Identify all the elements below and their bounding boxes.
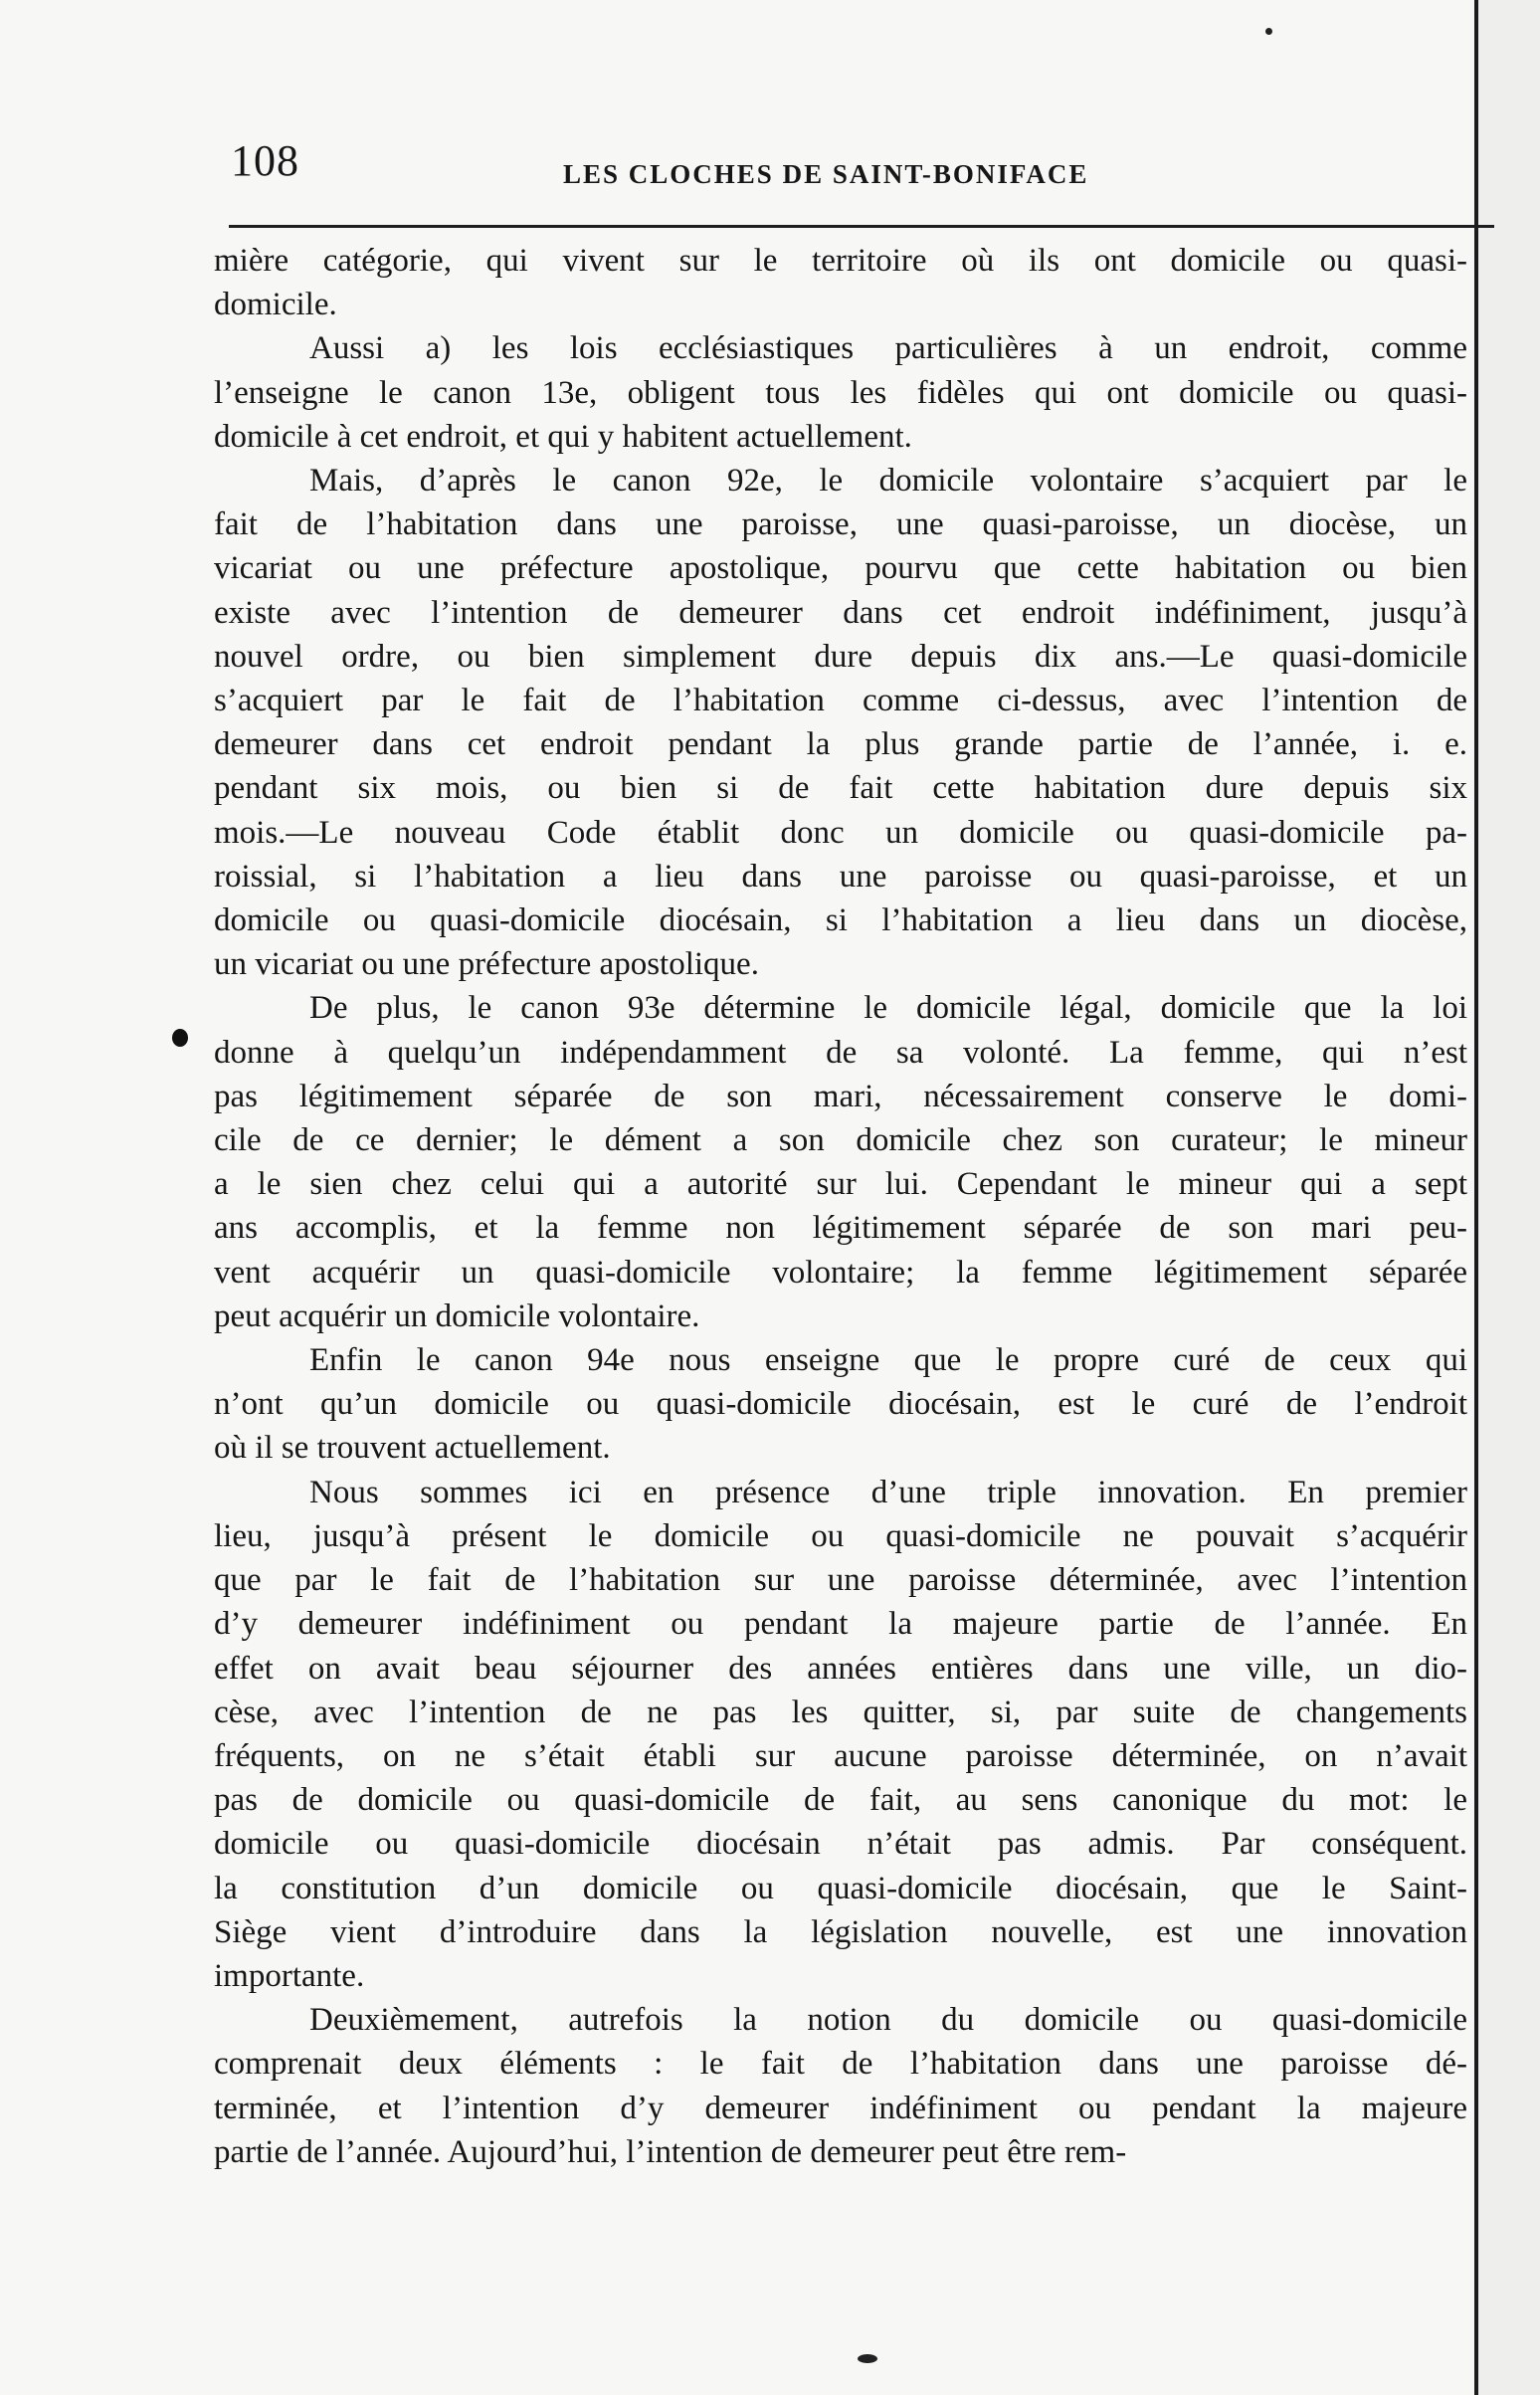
text-line: domicile ou quasi-domicile diocésain n’était pas admis. Par conséquent. <box>214 1826 1467 1863</box>
text-line: nouvel ordre, ou bien simplement dure depuis dix ans.—Le quasi-domicile <box>214 638 1467 675</box>
page-edge-border <box>1474 0 1478 2395</box>
text-line: Mais, d’après le canon 92e, le domicile volontaire s’acquiert par le <box>309 463 1467 499</box>
paragraph <box>214 986 1467 1338</box>
ink-speck <box>1265 28 1272 35</box>
paragraph <box>214 1998 1467 2174</box>
text-line: lieu, jusqu’à présent le domicile ou quasi-domicile ne pouvait s’acquérir <box>214 1517 1467 1554</box>
paragraph <box>214 1471 1467 1998</box>
text-line: pendant six mois, ou bien si de fait cette habitation dure depuis six <box>214 770 1467 807</box>
text-line: fréquents, on ne s’était établi sur aucune paroisse déterminée, on n’avait <box>214 1737 1467 1774</box>
text-line: effet on avait beau séjourner des années entières dans une ville, un dio- <box>214 1650 1467 1687</box>
text-line: peut acquérir un domicile volontaire. <box>214 1297 700 1334</box>
text-line: cile de ce dernier; le dément a son domicile chez son curateur; le mineur <box>214 1122 1467 1159</box>
text-line: partie de l’année. Aujourd’hui, l’intention de demeurer peut être rem- <box>214 2133 1127 2170</box>
text-line: importante. <box>214 1957 365 1994</box>
text-line: Enfin le canon 94e nous enseigne que le propre curé de ceux qui <box>309 1342 1467 1379</box>
header-rule <box>229 225 1494 228</box>
text-line: mière catégorie, qui vivent sur le territoire où ils ont domicile ou quasi- <box>214 243 1467 279</box>
margin-dot <box>172 1029 188 1047</box>
text-line: a le sien chez celui qui a autorité sur lui. Cependant le mineur qui a sept <box>214 1166 1467 1203</box>
text-line: domicile ou quasi-domicile diocésain, si l’habitation a lieu dans un diocèse, <box>214 902 1467 939</box>
text-line: s’acquiert par le fait de l’habitation comme ci-dessus, avec l’intention de <box>214 683 1467 719</box>
text-line: demeurer dans cet endroit pendant la plus grande partie de l’année, i. e. <box>214 726 1467 763</box>
text-line: Siège vient d’introduire dans la législation nouvelle, est une innovation <box>214 1913 1467 1950</box>
text-line: mois.—Le nouveau Code établit donc un domicile ou quasi-domicile pa- <box>214 814 1467 851</box>
page-header <box>231 127 1484 197</box>
text-line: roissial, si l’habitation a lieu dans une paroisse ou quasi-paroisse, et un <box>214 858 1467 895</box>
text-line: Deuxièmement, autrefois la notion du domicile ou quasi-domicile <box>309 2002 1467 2039</box>
text-line: De plus, le canon 93e détermine le domicile légal, domicile que la loi <box>309 990 1467 1027</box>
paragraph <box>214 326 1467 459</box>
body-text <box>214 239 1467 2174</box>
text-line: comprenait deux éléments : le fait de l’habitation dans une paroisse dé- <box>214 2046 1467 2083</box>
text-line: domicile. <box>214 287 337 323</box>
text-line: un vicariat ou une préfecture apostolique. <box>214 946 759 983</box>
running-title: LES CLOCHES DE SAINT-BONIFACE <box>563 159 1089 189</box>
text-line: n’ont qu’un domicile ou quasi-domicile diocésain, est le curé de l’endroit <box>214 1386 1467 1423</box>
text-line: existe avec l’intention de demeurer dans cet endroit indéfiniment, jusqu’à <box>214 594 1467 631</box>
text-line: d’y demeurer indéfiniment ou pendant la majeure partie de l’année. En <box>214 1606 1467 1643</box>
text-line: Aussi a) les lois ecclésiastiques particulières à un endroit, comme <box>309 330 1467 367</box>
text-line: Nous sommes ici en présence d’une triple innovation. En premier <box>309 1474 1467 1510</box>
text-line: ans accomplis, et la femme non légitimement séparée de son mari peu- <box>214 1210 1467 1247</box>
text-line: la constitution d’un domicile ou quasi-domicile diocésain, que le Saint- <box>214 1870 1467 1906</box>
text-line: cèse, avec l’intention de ne pas les quitter, si, par suite de changements <box>214 1694 1467 1730</box>
paragraph <box>214 459 1467 986</box>
paragraph <box>214 239 1467 326</box>
page-number: 108 <box>231 136 299 185</box>
paragraph <box>214 1338 1467 1471</box>
text-line: vicariat ou une préfecture apostolique, pourvu que cette habitation ou bien <box>214 550 1467 587</box>
text-line: pas de domicile ou quasi-domicile de fait, au sens canonique du mot: le <box>214 1782 1467 1819</box>
text-line: domicile à cet endroit, et qui y habitent actuellement. <box>214 418 912 455</box>
text-line: que par le fait de l’habitation sur une paroisse déterminée, avec l’intention <box>214 1562 1467 1599</box>
text-line: pas légitimement séparée de son mari, nécessairement conserve le domi- <box>214 1078 1467 1114</box>
text-line: où il se trouvent actuellement. <box>214 1430 611 1467</box>
bottom-ink-mark <box>858 2354 877 2363</box>
text-line: donne à quelqu’un indépendamment de sa volonté. La femme, qui n’est <box>214 1034 1467 1071</box>
text-line: terminée, et l’intention d’y demeurer indéfiniment ou pendant la majeure <box>214 2090 1467 2126</box>
text-line: fait de l’habitation dans une paroisse, une quasi-paroisse, un diocèse, un <box>214 506 1467 543</box>
text-line: vent acquérir un quasi-domicile volontaire; la femme légitimement séparée <box>214 1254 1467 1291</box>
text-line: l’enseigne le canon 13e, obligent tous les fidèles qui ont domicile ou quasi- <box>214 374 1467 411</box>
page-edge-shadow <box>1478 0 1540 2395</box>
